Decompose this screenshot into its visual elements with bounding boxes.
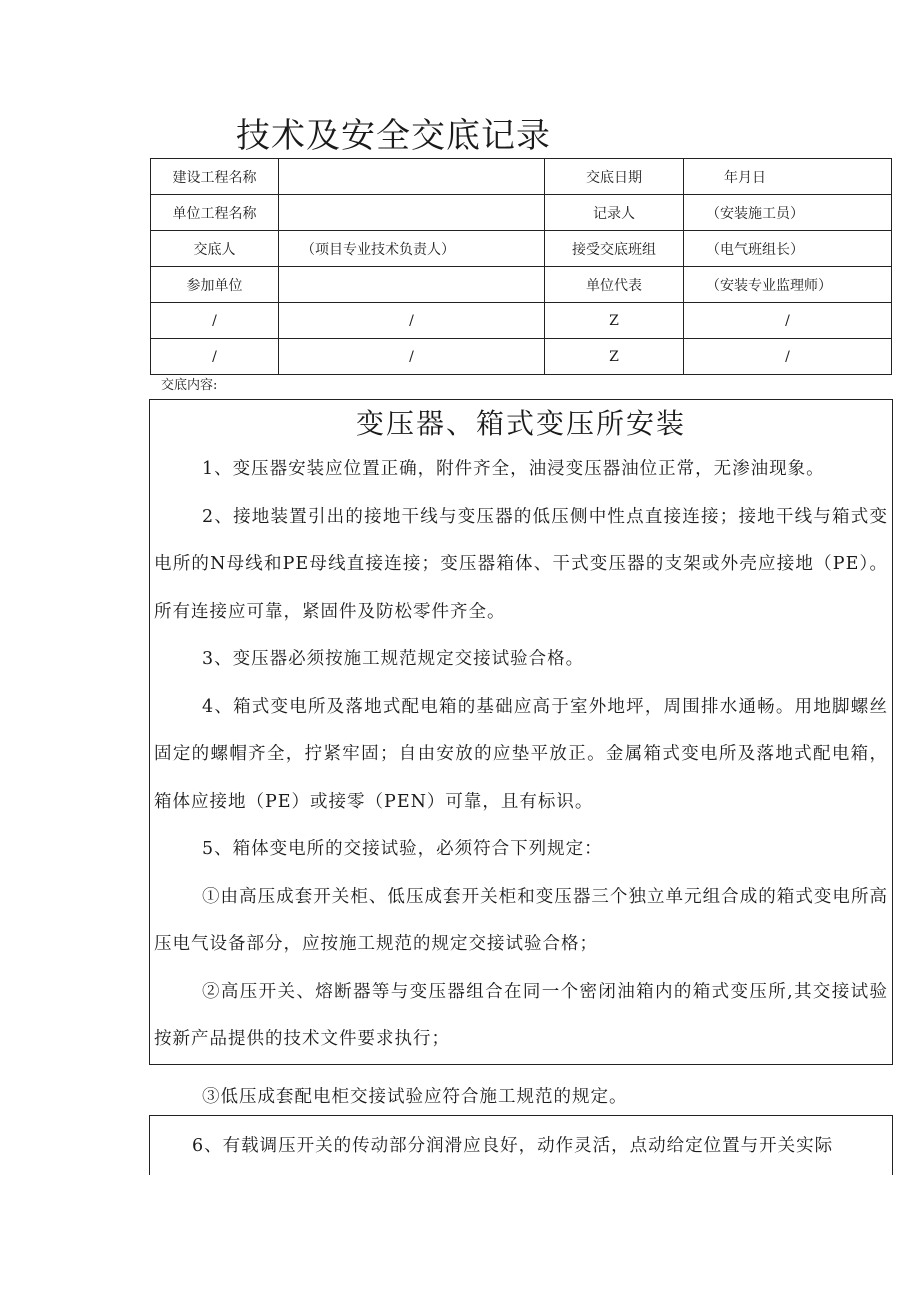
paragraph: 4、箱式变电所及落地式配电箱的基础应高于室外地坪，周围排水通畅。用地脚螺丝固定的螺帽齐全，拧紧牢固；自由安放的应垫平放正。金属箱式变电所及落地式配电箱，箱体应接地（PE）或接零（PEN）可靠，且有标识。 xyxy=(154,696,888,812)
table-cell-label: 交底人 xyxy=(151,231,279,267)
content-box xyxy=(149,399,893,1065)
table-cell-value: / xyxy=(151,339,279,375)
table-cell-value: / xyxy=(684,339,892,375)
table-cell-value: （安装施工员） xyxy=(684,195,892,231)
table-row xyxy=(151,231,892,267)
table-cell-label: 接受交底班组 xyxy=(545,231,684,267)
paragraph: 1、变压器安装应位置正确，附件齐全，油浸变压器油位正常，无渗油现象。 xyxy=(202,459,825,479)
info-table xyxy=(150,158,892,375)
table-cell-value: （安装专业监理师） xyxy=(684,267,892,303)
paragraph: 5、箱体变电所的交接试验，必须符合下列规定： xyxy=(202,839,603,859)
table-cell-label: 记录人 xyxy=(545,195,684,231)
table-cell-value: / xyxy=(151,303,279,339)
table-cell-label: 单位工程名称 xyxy=(151,195,279,231)
continuation-box xyxy=(149,1115,893,1175)
table-cell-value xyxy=(279,195,545,231)
table-cell-label: 交底日期 xyxy=(545,159,684,195)
table-cell-value: / xyxy=(684,303,892,339)
content-label: 交底内容: xyxy=(161,378,218,393)
table-cell-value: / xyxy=(279,339,545,375)
table-cell-value: Z xyxy=(545,339,684,375)
table-cell-value: （项目专业技术负责人） xyxy=(279,231,545,267)
table-cell-label: 建设工程名称 xyxy=(151,159,279,195)
paragraph: 6、有载调压开关的传动部分润滑应良好，动作灵活，点动给定位置与开关实际 xyxy=(192,1136,834,1156)
document-title: 技术及安全交底记录 xyxy=(236,116,551,156)
paragraph: ①由高压成套开关柜、低压成套开关柜和变压器三个独立单元组合成的箱式变电所高压电气设备部分，应按施工规范的规定交接试验合格； xyxy=(154,886,888,954)
table-cell-label: 单位代表 xyxy=(545,267,684,303)
table-row xyxy=(151,303,892,339)
table-row xyxy=(151,159,892,195)
paragraph: ③低压成套配电柜交接试验应符合施工规范的规定。 xyxy=(202,1087,628,1107)
table-cell-value: / xyxy=(279,303,545,339)
paragraph: 3、变压器必须按施工规范规定交接试验合格。 xyxy=(202,649,585,669)
table-cell-label: 参加单位 xyxy=(151,267,279,303)
table-row xyxy=(151,267,892,303)
table-cell-value: 年月日 xyxy=(684,159,892,195)
table-row xyxy=(151,195,892,231)
content-title: 变压器、箱式变压所安装 xyxy=(355,407,686,440)
paragraph: ②高压开关、熔断器等与变压器组合在同一个密闭油箱内的箱式变压所,其交接试验按新产品提供的技术文件要求执行； xyxy=(154,981,888,1049)
paragraph: 2、接地装置引出的接地干线与变压器的低压侧中性点直接连接；接地干线与箱式变电所的N母线和PE母线直接连接；变压器箱体、干式变压器的支架或外壳应接地（PE）。所有连接应可靠，紧固件及防松零件齐全。 xyxy=(154,506,888,622)
table-cell-value: （电气班组长） xyxy=(684,231,892,267)
table-row xyxy=(151,339,892,375)
table-cell-value: Z xyxy=(545,303,684,339)
table-cell-value xyxy=(279,267,545,303)
table-cell-value xyxy=(279,159,545,195)
